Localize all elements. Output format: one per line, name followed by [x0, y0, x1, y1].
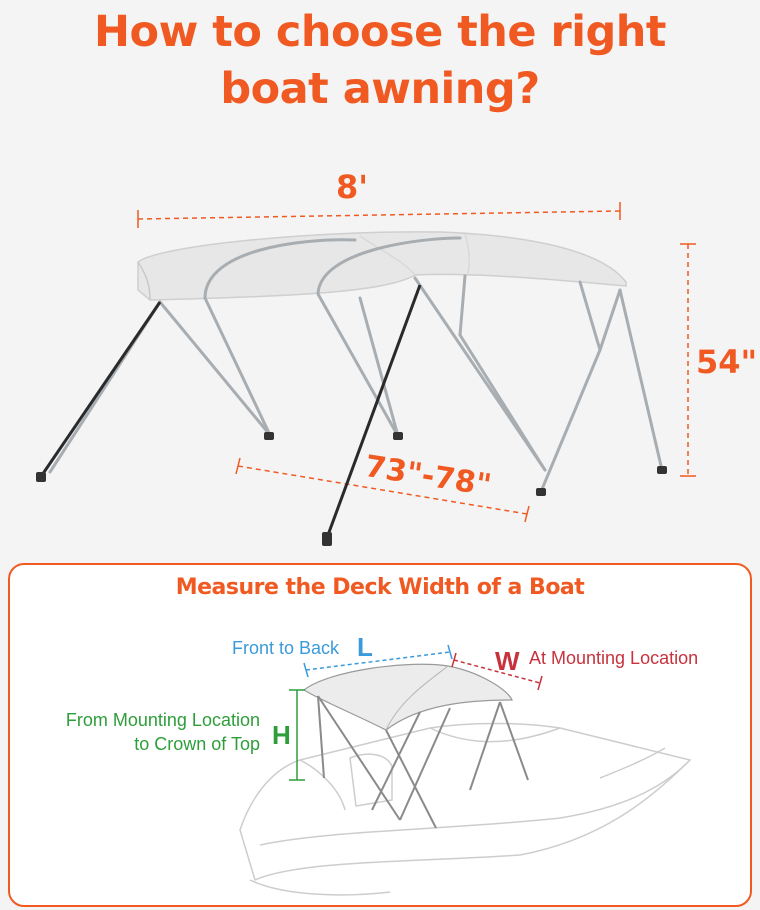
depth-value: 73"-78" [362, 449, 494, 504]
width-label: At Mounting Location [529, 648, 699, 668]
height-label-line-2: to Crown of Top [134, 734, 260, 754]
length-label: Front to Back [232, 638, 340, 658]
boat-hull-sketch [240, 724, 690, 895]
height-label-line-1: From Mounting Location [65, 710, 260, 730]
width-value: 8' [336, 168, 369, 206]
small-canopy [304, 664, 512, 730]
length-letter: L [357, 632, 373, 662]
height-value: 54" [696, 343, 758, 381]
height-dimension-line [289, 690, 305, 780]
title-line-1: How to choose the right [94, 7, 666, 57]
height-letter: H [272, 720, 291, 750]
title-line-2: boat awning? [220, 64, 540, 114]
width-letter: W [495, 646, 520, 676]
small-frame [318, 696, 528, 828]
panel-title: Measure the Deck Width of a Boat [175, 575, 585, 600]
